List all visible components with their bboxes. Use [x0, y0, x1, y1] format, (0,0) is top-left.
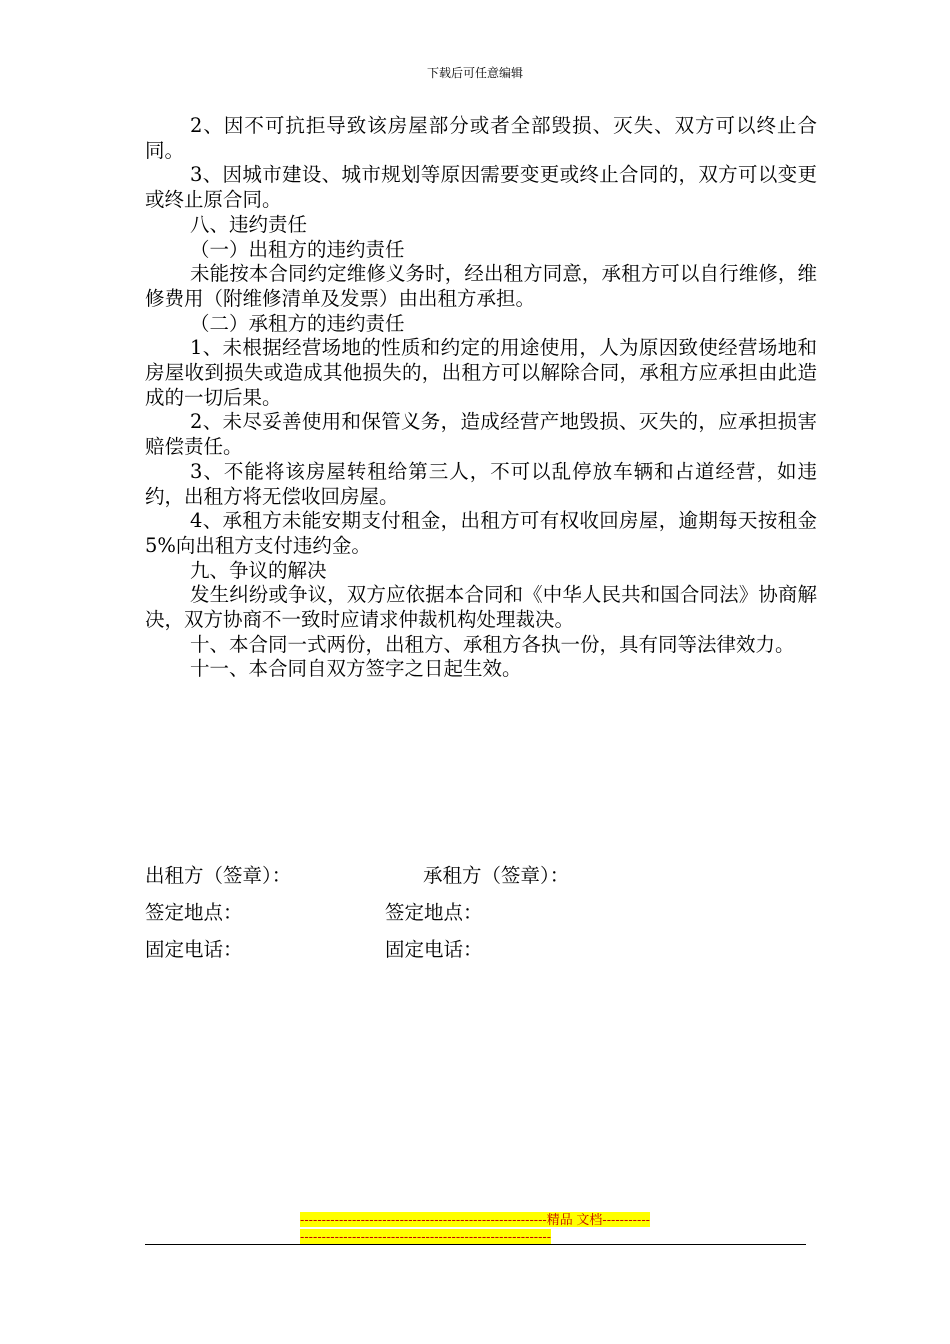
- lessee-signing-place-label: 签定地点：: [385, 901, 483, 924]
- section-heading: 八、违约责任: [190, 212, 308, 236]
- lessor-phone-label: 固定电话：: [145, 938, 243, 961]
- clause-paragraph: 未能按本合同约定维修义务时，经出租方同意，承租方可以自行维修，维修费用（附维修清单及发票）由出租方承担。: [145, 262, 817, 310]
- clause-paragraph: 4、承租方未能安期支付租金，出租方可有权收回房屋，逾期每天按租金5%向出租方支付违约金。: [145, 509, 817, 557]
- subsection-heading: （一）出租方的违约责任: [190, 237, 405, 261]
- footer-watermark: [300, 1211, 650, 1245]
- clause-paragraph: 3、因城市建设、城市规划等原因需要变更或终止合同的，双方可以变更或终止原合同。: [145, 163, 817, 212]
- clause-paragraph: 2、未尽妥善使用和保管义务，造成经营产地毁损、灭失的，应承担损害赔偿责任。: [145, 410, 817, 459]
- lessor-signing-place-label: 签定地点：: [145, 901, 243, 924]
- page-header: 下载后可任意编辑: [426, 66, 523, 80]
- clause-paragraph: 2、因不可抗拒导致该房屋部分或者全部毁损、灭失、双方可以终止合同。: [145, 114, 817, 162]
- clause-paragraph: 十、本合同一式两份，出租方、承租方各执一份，具有同等法律效力。: [190, 632, 795, 656]
- clause-paragraph: 1、未根据经营场地的性质和约定的用途使用，人为原因致使经营场地和房屋收到损失或造成其他损失的，出租方可以解除合同，承租方应承担由此造成的一切后果。: [145, 336, 817, 409]
- section-heading: 九、争议的解决: [190, 558, 327, 582]
- contract-body: [145, 114, 817, 682]
- lessee-phone-label: 固定电话：: [385, 938, 483, 961]
- clause-paragraph: 十一、本合同自双方签字之日起生效。: [190, 657, 522, 681]
- subsection-heading: （二）承租方的违约责任: [190, 311, 405, 335]
- clause-paragraph: 发生纠纷或争议，双方应依据本合同和《中华人民共和国合同法》协商解决，双方协商不一致时应请求仲裁机构处理裁决。: [145, 583, 817, 632]
- footer-divider: [145, 1244, 806, 1245]
- lessor-signature-label: 出租方（签章）：: [145, 864, 292, 887]
- lessee-signature-label: 承租方（签章）：: [423, 864, 570, 887]
- footer-watermark-text: ---------------------------------------------------------精品 文档---------------------------------------------------------------------: [300, 1212, 650, 1244]
- clause-paragraph: 3、不能将该房屋转租给第三人，不可以乱停放车辆和占道经营，如违约，出租方将无偿收回房屋。: [145, 459, 817, 508]
